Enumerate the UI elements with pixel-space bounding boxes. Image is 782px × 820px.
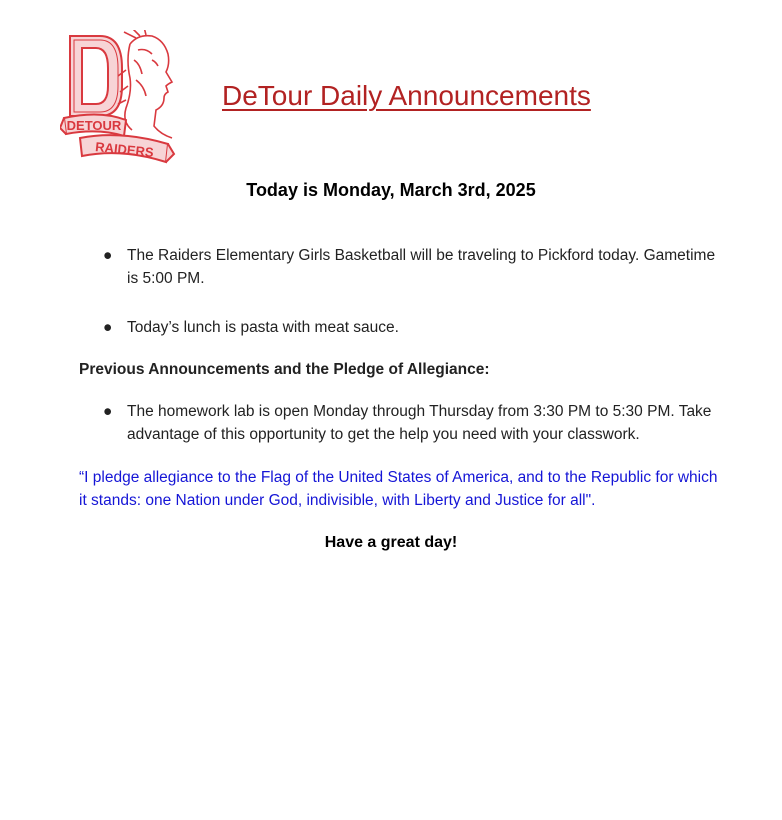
date-line: Today is Monday, March 3rd, 2025 <box>246 180 536 200</box>
logo-banner-bottom-text: RAIDERS <box>94 139 155 161</box>
list-item <box>100 317 720 340</box>
list-item <box>100 401 720 446</box>
logo-banner-top-text: DETOUR <box>66 118 122 133</box>
bullet-icon: ● <box>103 247 113 264</box>
detour-raiders-logo <box>60 30 184 170</box>
announcement-list <box>100 245 720 290</box>
previous-announcement-list <box>100 401 720 446</box>
pledge-of-allegiance: “I pledge allegiance to the Flag of the United States of America, and to the Republic for which it stands: one Nation under God, indivisible, with Liberty and Justice for all". <box>79 469 718 509</box>
previous-announcements-heading: Previous Announcements and the Pledge of Allegiance: <box>79 361 490 378</box>
announcement-list <box>100 317 720 340</box>
bullet-icon: ● <box>103 403 113 420</box>
announcement-text: The Raiders Elementary Girls Basketball will be traveling to Pickford today. Gametime is 5:00 PM. <box>127 247 716 287</box>
announcement-text: Today’s lunch is pasta with meat sauce. <box>127 319 399 336</box>
page-title: DeTour Daily Announcements <box>222 80 591 111</box>
closing-line: Have a great day! <box>324 534 458 551</box>
bullet-icon: ● <box>103 319 113 336</box>
list-item <box>100 245 720 290</box>
announcement-text: The homework lab is open Monday through Thursday from 3:30 PM to 5:30 PM. Take advantage of this opportunity to get the help you need with your classwork. <box>127 403 712 443</box>
